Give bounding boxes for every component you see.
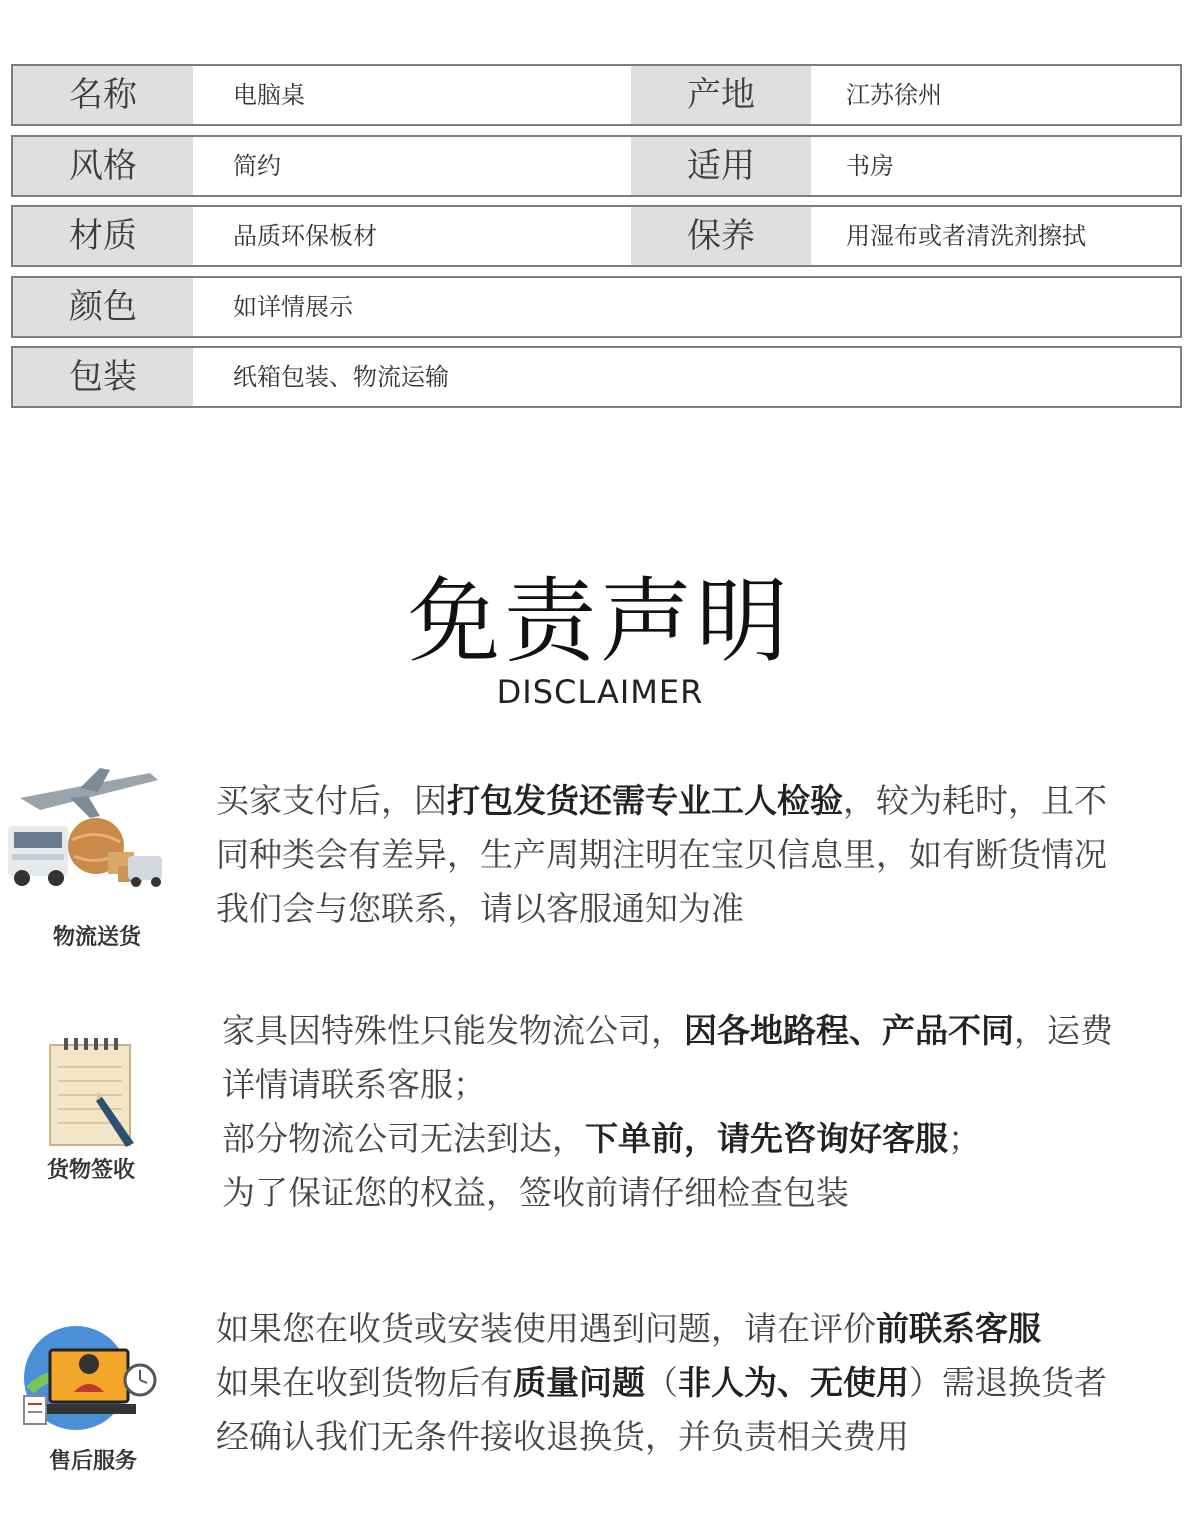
disclaimer-title: 免责声明 [407, 568, 792, 675]
spec-value: 江苏徐州 [846, 81, 942, 109]
customer-service-icon [20, 1320, 160, 1435]
spec-value: 品质环保板材 [233, 222, 377, 250]
text: ）需退换货者 [909, 1363, 1107, 1402]
spec-value: 如详情展示 [233, 293, 353, 321]
paragraph-line [216, 1302, 1107, 1356]
spec-label: 包装 [13, 348, 193, 406]
bold-text: 前联系客服 [876, 1309, 1041, 1348]
text: 部分物流公司无法到达， [222, 1119, 585, 1158]
spec-label: 保养 [631, 207, 811, 265]
bold-text: 下单前，请先咨询好客服 [585, 1119, 948, 1158]
text: 如果您在收货或安装使用遇到问题，请在评价 [216, 1309, 876, 1348]
logistics-icon [0, 768, 165, 898]
paragraph-line [222, 1058, 1113, 1112]
spec-value: 简约 [233, 152, 281, 180]
text: 详情请联系客服； [222, 1065, 486, 1104]
paragraph-line [216, 882, 1107, 936]
spec-value: 用湿布或者清洗剂擦拭 [846, 222, 1086, 250]
bold-text: 因各地路程、产品不同 [684, 1011, 1014, 1050]
spec-label: 材质 [13, 207, 193, 265]
spec-row [11, 346, 1182, 408]
icon-label: 售后服务 [48, 1449, 137, 1474]
paragraph-line [216, 1410, 1107, 1464]
disclaimer-paragraph [216, 1302, 1107, 1464]
spec-row [11, 205, 1182, 267]
icon-label: 货物签收 [46, 1158, 135, 1183]
disclaimer-subtitle: DISCLAIMER [496, 673, 704, 711]
text: 买家支付后，因 [216, 781, 447, 820]
paragraph-line [216, 828, 1107, 882]
disclaimer-paragraph [222, 1004, 1113, 1220]
text: 我们会与您联系，请以客服通知为准 [216, 889, 744, 928]
notepad-pen-icon [40, 1035, 150, 1150]
spec-label: 适用 [631, 137, 811, 195]
spec-value: 纸箱包装、物流运输 [233, 363, 449, 391]
paragraph-line [216, 1356, 1107, 1410]
text: ，运费 [1014, 1011, 1113, 1050]
bold-text: 质量问题 [513, 1363, 645, 1402]
text: 经确认我们无条件接收退换货，并负责相关费用 [216, 1417, 909, 1456]
text: 为了保证您的权益，签收前请仔细检查包装 [222, 1173, 849, 1212]
icon-label: 物流送货 [52, 925, 141, 950]
spec-value: 电脑桌 [233, 81, 305, 109]
spec-label: 名称 [13, 66, 193, 124]
paragraph-line [222, 1166, 1113, 1220]
paragraph-line [222, 1112, 1113, 1166]
text: 家具因特殊性只能发物流公司， [222, 1011, 684, 1050]
spec-label: 风格 [13, 137, 193, 195]
spec-row [11, 135, 1182, 197]
text: 同种类会有差异，生产周期注明在宝贝信息里，如有断货情况 [216, 835, 1107, 874]
spec-value: 书房 [846, 152, 894, 180]
text: （ [645, 1363, 678, 1402]
spec-row [11, 64, 1182, 126]
text: ； [948, 1119, 981, 1158]
spec-label: 颜色 [13, 278, 193, 336]
text: 如果在收到货物后有 [216, 1363, 513, 1402]
paragraph-line [222, 1004, 1113, 1058]
bold-text: 打包发货还需专业工人检验 [447, 781, 843, 820]
bold-text: 非人为、无使用 [678, 1363, 909, 1402]
disclaimer-paragraph [216, 774, 1107, 936]
spec-label: 产地 [631, 66, 811, 124]
text: ，较为耗时，且不 [843, 781, 1107, 820]
paragraph-line [216, 774, 1107, 828]
spec-row [11, 276, 1182, 338]
